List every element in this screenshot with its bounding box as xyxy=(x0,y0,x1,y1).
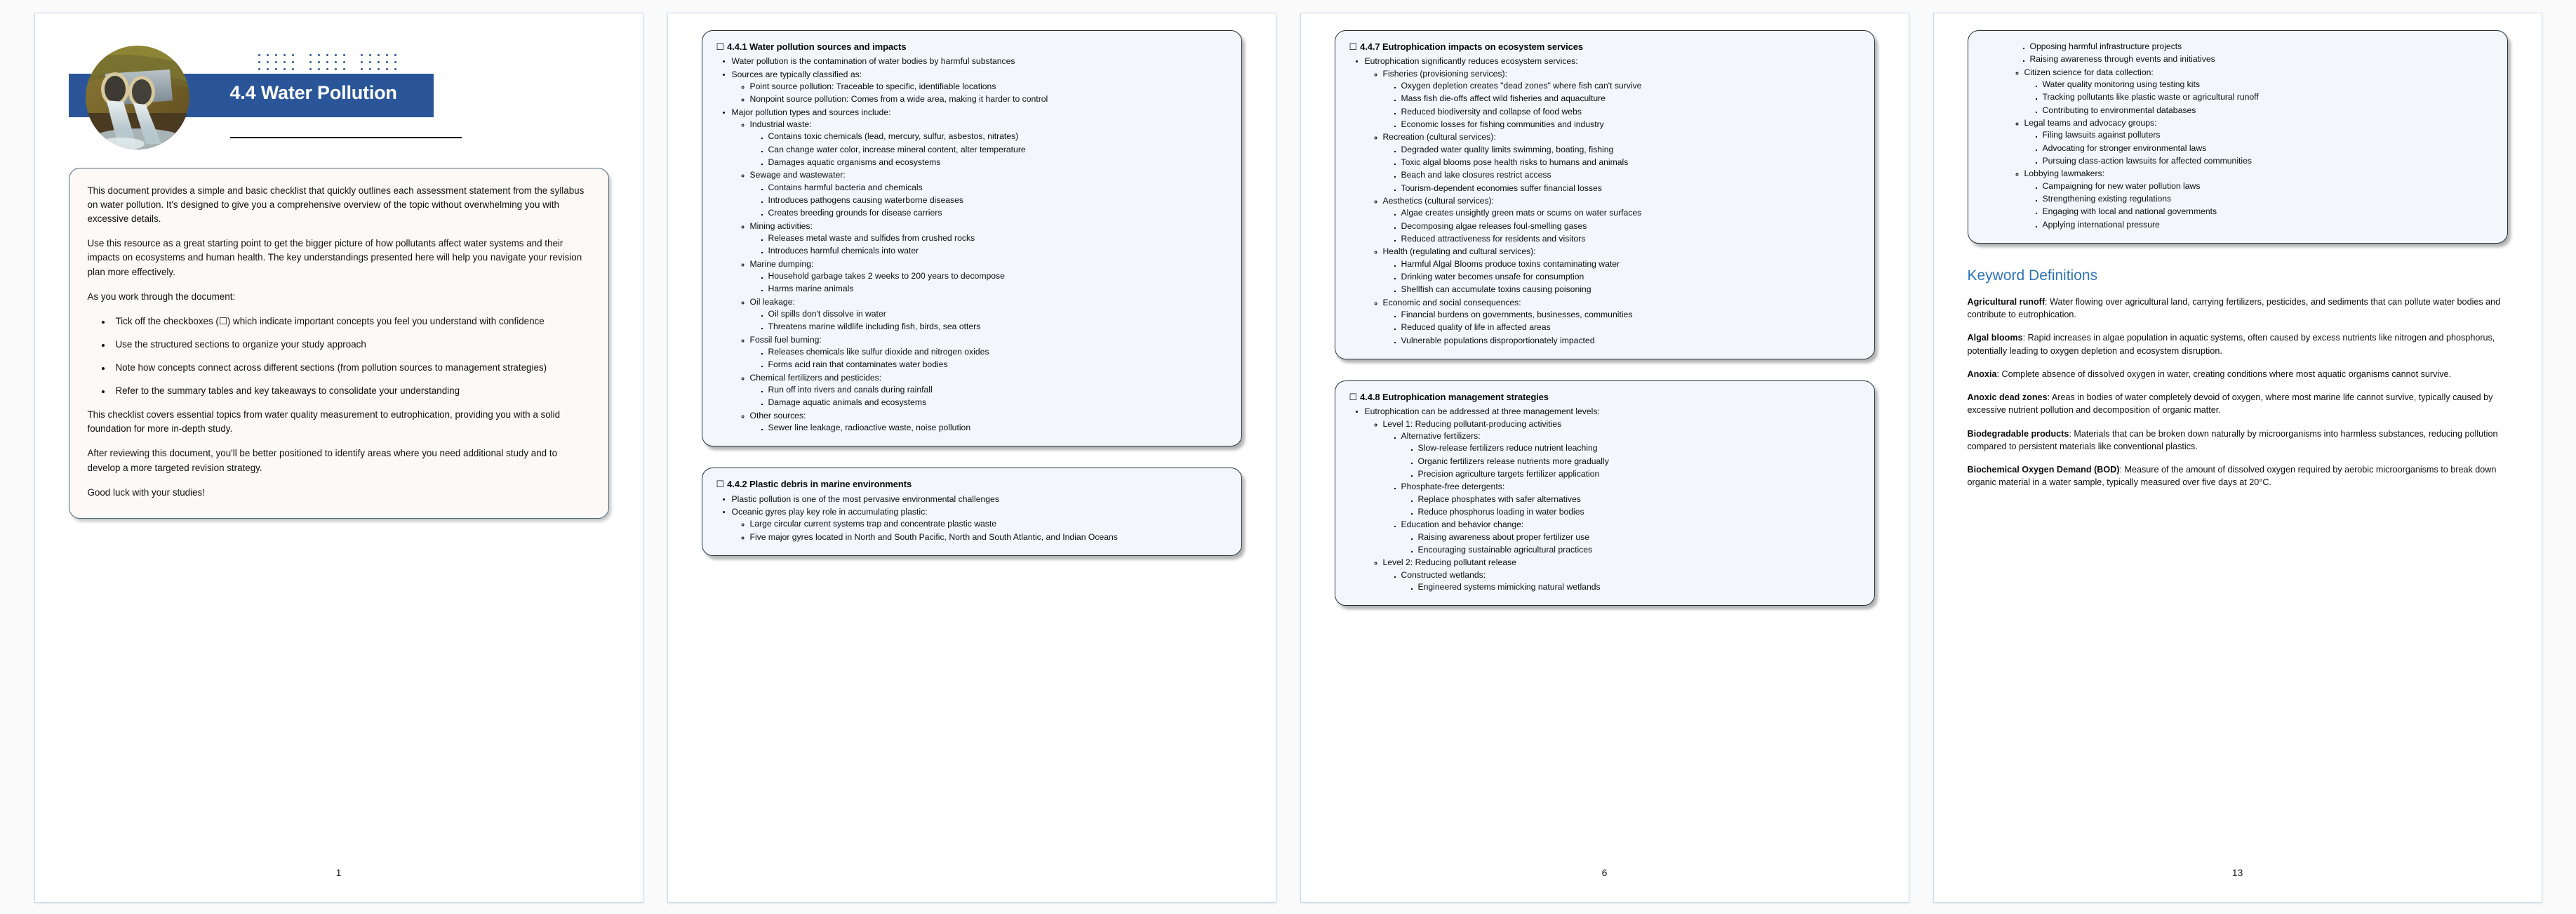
group-label: Citizen science for data collection: xyxy=(2024,67,2154,77)
list-item: • Refer to the summary tables and key takeaways to consolidate your understanding xyxy=(112,384,590,398)
list-item xyxy=(732,506,1227,543)
group-label: Recreation (cultural services): xyxy=(1382,132,1496,143)
list-item: ◦ Nonpoint source pollution: Comes from a wide area, making it harder to control xyxy=(750,93,1227,105)
title-underline xyxy=(230,137,462,138)
page-number: 13 xyxy=(2231,867,2243,878)
page-1[interactable] xyxy=(34,13,643,903)
list-item xyxy=(1401,430,1860,480)
list-item: • Water pollution is the contamination of water bodies by harmful substances xyxy=(732,55,1227,67)
list-item: ▪ Replace phosphates with safer alternatives xyxy=(1418,494,1860,505)
sublist xyxy=(750,182,1227,220)
list-item xyxy=(750,334,1227,371)
sublist xyxy=(2024,180,2493,231)
sublist xyxy=(732,81,1227,106)
group-label: Health (regulating and cultural services): xyxy=(1382,246,1536,257)
group-label: Fossil fuel burning: xyxy=(749,334,822,345)
list-item-label: Major pollution types and sources include: xyxy=(731,107,891,117)
sublist xyxy=(1383,258,1860,296)
group-label: Legal teams and advocacy groups: xyxy=(2024,117,2157,128)
list-item: ▪ Drinking water becomes unsafe for consumption xyxy=(1401,271,1860,283)
keyword-definitions-heading: Keyword Definitions xyxy=(1967,267,2098,284)
list-item xyxy=(750,169,1227,219)
keyword-text: : Materials that can be broken down naturally by microorganisms into harmless substances, reducing pollution compared to persistent materials like conventional plastics. xyxy=(1967,428,2498,451)
section-card-activism-continued xyxy=(1968,30,2508,244)
list-item: ▪ Forms acid rain that contaminates water bodies xyxy=(768,359,1227,371)
list-item: • Plastic pollution is one of the most pervasive environmental challenges xyxy=(732,494,1227,505)
intro-paragraph-6: Good luck with your studies! xyxy=(87,486,205,498)
water-pipes-photo xyxy=(86,46,189,150)
sublist xyxy=(750,422,1227,434)
section-body-4-4-2 xyxy=(716,494,1227,543)
sublist xyxy=(1383,207,1860,245)
section-body-4-4-8 xyxy=(1349,406,1860,593)
group-label: Phosphate-free detergents: xyxy=(1401,482,1505,492)
sublist xyxy=(1383,309,1860,347)
list-item: ▪ Oil spills don't dissolve in water xyxy=(768,308,1227,320)
list-item: ▪ Threatens marine wildlife including fish, birds, sea otters xyxy=(768,321,1227,333)
section-card-4-4-2 xyxy=(702,468,1242,556)
list-item: ▪ Reduced attractiveness for residents and visitors xyxy=(1401,233,1860,245)
section-heading-4-4-7 xyxy=(1349,41,1860,53)
section-heading-text: 4.4.8 Eutrophication management strategies xyxy=(1360,392,1549,402)
list-item: ▪ Slow-release fertilizers reduce nutrient leaching xyxy=(1418,442,1860,454)
list-item: ▪ Pursuing class-action lawsuits for affected communities xyxy=(2043,155,2493,167)
list-item: ▪ Creates breeding grounds for disease carriers xyxy=(768,207,1227,219)
list-item: ▪ Organic fertilizers release nutrients more gradually xyxy=(1418,456,1860,468)
list-item: ▪ Introduces harmful chemicals into water xyxy=(768,245,1227,257)
list-item xyxy=(732,69,1227,106)
ecosystem-services-list xyxy=(1365,68,1860,347)
sublist xyxy=(750,384,1227,409)
list-item: ◦ Five major gyres located in North and South Pacific, North and South Atlantic, and Indian Oceans xyxy=(750,531,1227,543)
list-item xyxy=(2024,168,2493,231)
list-item: ▪ Sewer line leakage, radioactive waste, noise pollution xyxy=(768,422,1227,434)
list-item: ▪ Engineered systems mimicking natural wetlands xyxy=(1418,581,1860,593)
group-label: Chemical fertilizers and pesticides: xyxy=(749,372,882,383)
list-item xyxy=(1365,55,1860,347)
section-card-4-4-8 xyxy=(1335,380,1875,606)
intro-paragraph-3: As you work through the document: xyxy=(87,291,236,302)
dot-pattern-decoration xyxy=(258,54,396,70)
sublist xyxy=(2012,41,2493,66)
keyword-text: : Areas in bodies of water completely devoid of oxygen, where most marine life cannot survive, typically caused by excessive nutrient pollution and decomposition of organic matter. xyxy=(1967,392,2493,416)
intro-bullet-list xyxy=(88,314,590,398)
list-item-label: Sources are typically classified as: xyxy=(731,69,862,79)
group-label: Alternative fertilizers: xyxy=(1401,431,1481,442)
list-item xyxy=(2024,117,2493,167)
list-item: ▪ Economic losses for fishing communities and industry xyxy=(1401,119,1860,131)
list-item: ▪ Run off into rivers and canals during rainfall xyxy=(768,384,1227,396)
sublist xyxy=(1383,430,1860,556)
activism-body xyxy=(1982,41,2493,231)
list-item xyxy=(750,258,1227,296)
intro-paragraph-1: This document provides a simple and basic checklist that quickly outlines each assessment statement from the syllabus on water pollution. It's designed to give you a comprehensive overview of the topic without overwhelming you with excessive details. xyxy=(87,185,585,225)
list-item: ▪ Encouraging sustainable agricultural practices xyxy=(1418,544,1860,556)
list-item: ▪ Harms marine animals xyxy=(768,283,1227,295)
group-label: Oil leakage: xyxy=(749,296,795,307)
management-levels-list xyxy=(1365,418,1860,594)
sublist xyxy=(2024,129,2493,167)
section-heading-4-4-1 xyxy=(716,41,1227,53)
list-item: ▪ Tracking pollutants like plastic waste or agricultural runoff xyxy=(2043,91,2493,103)
group-label: Aesthetics (cultural services): xyxy=(1382,196,1494,206)
list-item: ▪ Contributing to environmental databases xyxy=(2043,105,2493,117)
checkbox-icon[interactable]: ☐ xyxy=(716,479,725,490)
checkbox-icon[interactable]: ☐ xyxy=(1349,392,1358,402)
list-item: ▪ Advocating for stronger environmental laws xyxy=(2043,143,2493,154)
list-item: ▪ Financial burdens on governments, businesses, communities xyxy=(1401,309,1860,321)
list-item: ▪ Releases chemicals like sulfur dioxide and nitrogen oxides xyxy=(768,346,1227,358)
sublist xyxy=(1383,80,1860,131)
keyword-text: : Rapid increases in algae population in aquatic systems, often caused by excess nutrients like nitrogen and phosphorus, potentially leading to oxygen depletion and ecosystem disruption. xyxy=(1967,333,2495,356)
group-label: Mining activities: xyxy=(749,220,813,231)
group-label: Sewage and wastewater: xyxy=(749,170,846,180)
intro-paragraph-4: This checklist covers essential topics from water quality measurement to eutrophication, providing you with a solid foundation for more in-depth study. xyxy=(87,409,561,435)
section-heading-text: 4.4.1 Water pollution sources and impacts xyxy=(727,41,907,52)
section-heading-text: 4.4.2 Plastic debris in marine environments xyxy=(727,479,912,490)
list-item xyxy=(1383,246,1860,296)
list-item: ▪ Vulnerable populations disproportionately impacted xyxy=(1401,335,1860,347)
list-item xyxy=(1365,406,1860,593)
section-card-4-4-7 xyxy=(1335,30,1875,359)
list-item xyxy=(732,107,1227,435)
intro-paragraph-2: Use this resource as a great starting point to get the bigger picture of how pollutants affect water systems and their impacts on ecosystems and human health. The key understandings presented here will help you navigate your revision plan more effectively. xyxy=(87,238,582,277)
keyword-term: Anoxic dead zones xyxy=(1967,392,2048,403)
sublist xyxy=(1401,581,1860,593)
list-item xyxy=(1383,131,1860,194)
list-item: ◦ Point source pollution: Traceable to specific, identifiable locations xyxy=(750,81,1227,93)
sublist xyxy=(750,131,1227,168)
list-item: • Use the structured sections to organize your study approach xyxy=(112,338,590,352)
sublist xyxy=(1401,442,1860,480)
list-item: ▪ Filing lawsuits against polluters xyxy=(2043,129,2493,141)
list-item: ▪ Water quality monitoring using testing kits xyxy=(2043,79,2493,91)
list-item: ▪ Harmful Algal Blooms produce toxins contaminating water xyxy=(1401,258,1860,270)
sublist xyxy=(750,346,1227,371)
page-4[interactable] xyxy=(1933,13,2542,903)
list-item: ▪ Raising awareness about proper fertilizer use xyxy=(1418,531,1860,543)
list-item: ▪ Strengthening existing regulations xyxy=(2043,193,2493,205)
sublist xyxy=(1383,144,1860,194)
list-item xyxy=(750,372,1227,409)
keyword-definition xyxy=(1968,428,2508,453)
sublist xyxy=(732,518,1227,543)
group-label: Economic and social consequences: xyxy=(1382,297,1521,307)
group-label: Constructed wetlands: xyxy=(1401,569,1486,580)
section-body-4-4-1 xyxy=(716,55,1227,434)
intro-paragraph-5: After reviewing this document, you'll be better positioned to identify areas where you need additional study and to develop a more targeted revision strategy. xyxy=(87,448,558,473)
keyword-definition xyxy=(1968,296,2508,322)
list-item xyxy=(1401,569,1860,594)
sublist xyxy=(1401,531,1860,557)
list-item: ▪ Toxic algal blooms pose health risks to humans and animals xyxy=(1401,157,1860,168)
list-item: ▪ Applying international pressure xyxy=(2043,219,2493,231)
section-card-4-4-1 xyxy=(702,30,1242,446)
list-item xyxy=(1383,418,1860,557)
list-item-label: Eutrophication significantly reduces ecosystem services: xyxy=(1364,56,1578,67)
keyword-term: Anoxia xyxy=(1967,369,1997,379)
group-label: Fisheries (provisioning services): xyxy=(1382,68,1507,79)
list-item xyxy=(1383,68,1860,131)
keyword-definition xyxy=(1968,463,2508,489)
group-label: Other sources: xyxy=(749,410,806,420)
list-item: ▪ Shellfish can accumulate toxins causing poisoning xyxy=(1401,284,1860,296)
sublist xyxy=(1383,569,1860,594)
page-number: 1 xyxy=(335,867,342,878)
sublist xyxy=(2024,79,2493,117)
list-item xyxy=(1383,297,1860,347)
page-title: 4.4 Water Pollution xyxy=(229,82,397,103)
list-item: ▪ Releases metal waste and sulfides from crushed rocks xyxy=(768,232,1227,244)
list-item: ▪ Precision agriculture targets fertilizer application xyxy=(1418,468,1860,480)
list-item: ▪ Damages aquatic organisms and ecosystems xyxy=(768,157,1227,168)
group-label: Industrial waste: xyxy=(749,119,812,130)
keyword-term: Algal blooms xyxy=(1967,333,2023,343)
cover-header xyxy=(69,30,609,165)
list-item xyxy=(750,119,1227,168)
list-item-label: Eutrophication can be addressed at three management levels: xyxy=(1364,406,1600,417)
section-heading-text: 4.4.7 Eutrophication impacts on ecosystem services xyxy=(1360,41,1584,52)
keyword-term: Agricultural runoff xyxy=(1967,296,2046,307)
keyword-term: Biochemical Oxygen Demand (BOD) xyxy=(1967,465,2120,475)
list-item: ▪ Reduced quality of life in affected areas xyxy=(1401,322,1860,333)
sublist xyxy=(750,270,1227,296)
sublist xyxy=(750,232,1227,258)
keyword-definition xyxy=(1968,368,2508,380)
list-item: ▪ Opposing harmful infrastructure projects xyxy=(2030,41,2493,53)
list-item xyxy=(1383,557,1860,593)
list-item: ▪ Household garbage takes 2 weeks to 200 years to decompose xyxy=(768,270,1227,282)
list-item: ▪ Reduce phosphorus loading in water bodies xyxy=(1418,506,1860,518)
list-item: ▪ Oxygen depletion creates "dead zones" where fish can't survive xyxy=(1401,80,1860,92)
page-3[interactable] xyxy=(1300,13,1909,903)
list-item: ▪ Raising awareness through events and initiatives xyxy=(2030,53,2493,65)
list-item: • Tick off the checkboxes (☐) which indicate important concepts you feel you understand with confidence xyxy=(112,314,590,329)
list-item: ▪ Reduced biodiversity and collapse of food webs xyxy=(1401,106,1860,118)
list-item: ▪ Decomposing algae releases foul-smelling gases xyxy=(1401,220,1860,232)
list-item: ▪ Degraded water quality limits swimming, boating, fishing xyxy=(1401,144,1860,156)
section-heading-4-4-2 xyxy=(716,478,1227,491)
pollution-type-list xyxy=(732,119,1227,434)
keyword-definition xyxy=(1968,331,2508,357)
list-item: ▪ Can change water color, increase mineral content, alter temperature xyxy=(768,144,1227,156)
list-item xyxy=(750,410,1227,435)
list-item xyxy=(1401,481,1860,518)
section-heading-4-4-8 xyxy=(1349,391,1860,404)
level-label: Level 1: Reducing pollutant-producing activities xyxy=(1382,418,1562,429)
sublist xyxy=(750,308,1227,333)
list-item: ▪ Mass fish die-offs affect wild fisheries and aquaculture xyxy=(1401,93,1860,105)
list-item: ▪ Engaging with local and national governments xyxy=(2043,206,2493,218)
checkbox-icon[interactable]: ☐ xyxy=(1349,41,1358,52)
list-item: ▪ Damage aquatic animals and ecosystems xyxy=(768,397,1227,409)
list-item xyxy=(2012,41,2493,66)
list-item: ▪ Algae creates unsightly green mats or scums on water surfaces xyxy=(1401,207,1860,219)
list-item: ▪ Contains harmful bacteria and chemicals xyxy=(768,182,1227,194)
list-item-label: Oceanic gyres play key role in accumulating plastic: xyxy=(731,507,928,517)
page-2[interactable] xyxy=(667,13,1276,903)
keyword-text: : Measure of the amount of dissolved oxygen required by aerobic microorganisms to break down organic material in a water sample, typically measured over five days at 20°C. xyxy=(1967,465,2497,488)
level-label: Level 2: Reducing pollutant release xyxy=(1382,557,1516,568)
keyword-term: Biodegradable products xyxy=(1967,428,2069,439)
sublist xyxy=(1401,494,1860,519)
page-number: 6 xyxy=(1601,867,1608,878)
list-item: ◦ Large circular current systems trap and concentrate plastic waste xyxy=(750,518,1227,530)
group-label: Education and behavior change: xyxy=(1401,519,1524,530)
list-item: ▪ Tourism-dependent economies suffer financial losses xyxy=(1401,183,1860,194)
group-label: Lobbying lawmakers: xyxy=(2024,168,2104,179)
list-item: • Note how concepts connect across different sections (from pollution sources to management strategies) xyxy=(112,361,590,375)
list-item xyxy=(1383,195,1860,245)
intro-card xyxy=(69,168,609,519)
list-item xyxy=(750,296,1227,333)
list-item xyxy=(1401,519,1860,556)
list-item: ▪ Introduces pathogens causing waterborne diseases xyxy=(768,194,1227,206)
keyword-text: : Water flowing over agricultural land, carrying fertilizers, pesticides, and sediments that can pollute water bodies and contribute to eutrophication. xyxy=(1967,296,2501,320)
checkbox-icon[interactable]: ☐ xyxy=(716,41,725,52)
keyword-text: : Complete absence of dissolved oxygen in water, creating conditions where most aquatic organisms cannot survive. xyxy=(1996,369,2452,379)
group-label: Marine dumping: xyxy=(749,258,814,269)
keyword-definition xyxy=(1968,391,2508,417)
list-item: ▪ Contains toxic chemicals (lead, mercury, sulfur, asbestos, nitrates) xyxy=(768,131,1227,143)
section-body-4-4-7 xyxy=(1349,55,1860,347)
list-item xyxy=(2024,67,2493,117)
list-item: ▪ Beach and lake closures restrict access xyxy=(1401,169,1860,181)
list-item: ▪ Campaigning for new water pollution laws xyxy=(2043,180,2493,192)
list-item xyxy=(750,220,1227,258)
